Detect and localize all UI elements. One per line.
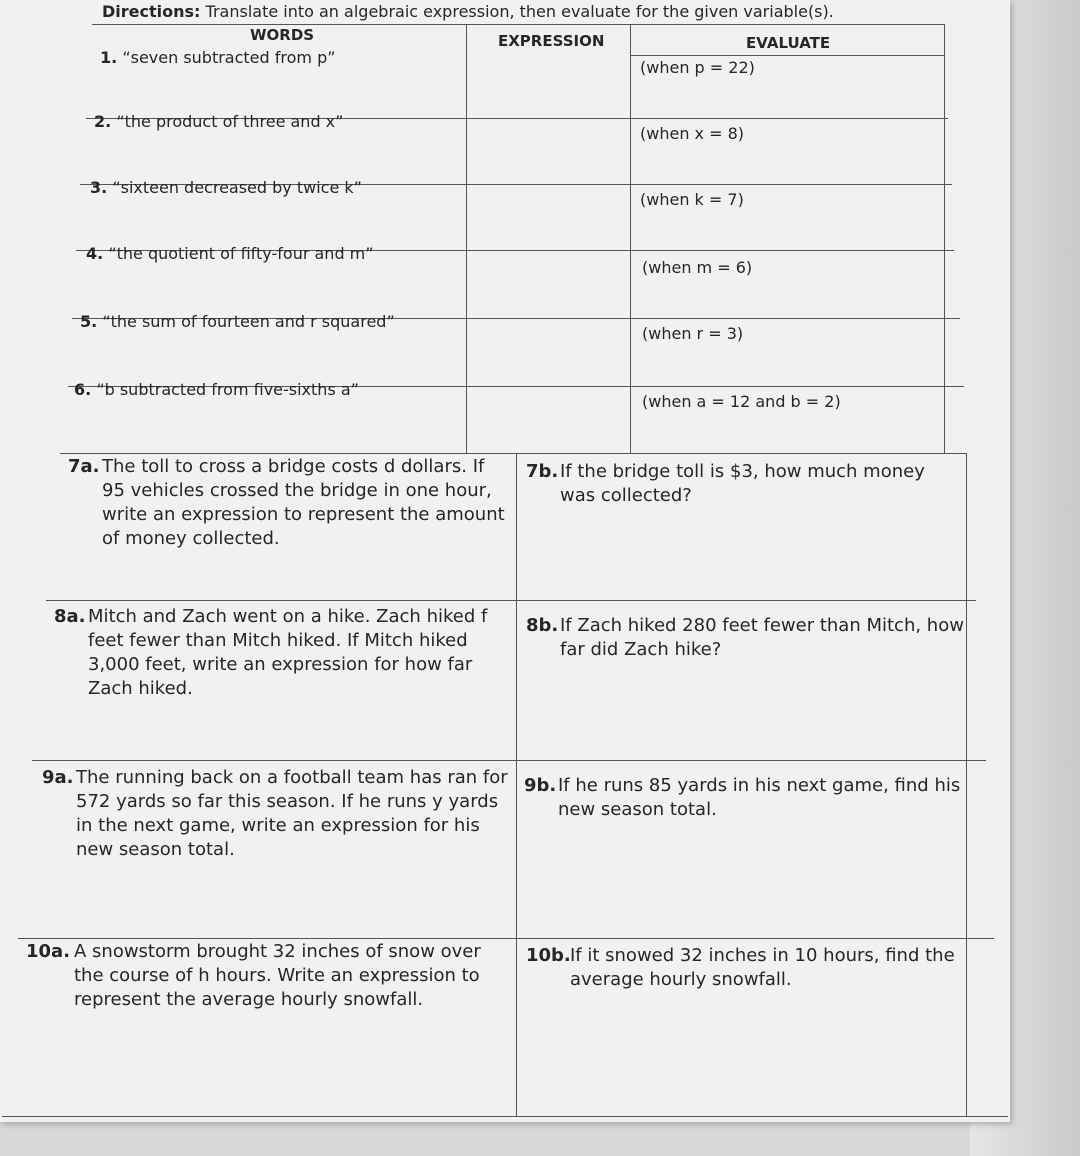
question-number: 2. — [94, 112, 112, 131]
evaluate-1: (when p = 22) — [640, 58, 755, 77]
problem-7a — [68, 455, 510, 551]
question-words: “the product of three and x” — [116, 112, 344, 131]
question-3 — [90, 178, 362, 197]
evaluate-2: (when x = 8) — [640, 124, 745, 143]
problem-8a — [54, 605, 510, 701]
expression-header: EXPRESSION — [498, 32, 605, 50]
question-number: 4. — [86, 244, 104, 263]
problem-number: 9a. — [42, 767, 74, 788]
question-number: 1. — [100, 48, 118, 67]
evaluate-column-line — [630, 24, 631, 454]
question-6 — [74, 380, 359, 399]
problem-text: If it snowed 32 inches in 10 hours, find the average hourly snowfall. — [570, 945, 955, 990]
row-line — [60, 453, 966, 454]
problem-7b — [526, 460, 962, 508]
row-line — [18, 938, 994, 939]
question-4 — [86, 244, 374, 263]
table-border-top — [92, 24, 944, 25]
problem-text: A snowstorm brought 32 inches of snow over the course of h hours. Write an expression to represent the average hourly snowfall. — [74, 941, 481, 1010]
problem-number: 10a. — [26, 941, 71, 962]
table-border-bottom — [2, 1116, 1008, 1117]
expression-column-line — [466, 24, 467, 454]
directions — [102, 2, 834, 21]
problem-text: If the bridge toll is $3, how much money was collected? — [560, 461, 925, 506]
evaluate-header: EVALUATE — [746, 34, 831, 52]
question-words: “sixteen decreased by twice k” — [112, 178, 362, 197]
question-1 — [100, 48, 336, 67]
question-number: 6. — [74, 380, 92, 399]
problem-8b — [526, 614, 970, 662]
table-border-right — [944, 24, 945, 454]
question-number: 5. — [80, 312, 98, 331]
problem-column-line — [516, 453, 517, 1116]
question-words: “the quotient of fifty-four and m” — [108, 244, 374, 263]
problem-number: 8b. — [526, 615, 559, 636]
problem-text: If Zach hiked 280 feet fewer than Mitch, how far did Zach hike? — [560, 615, 964, 660]
problem-10b — [526, 944, 986, 992]
question-words: “b subtracted from five-sixths a” — [96, 380, 359, 399]
problem-number: 9b. — [524, 775, 557, 796]
evaluate-5: (when r = 3) — [642, 324, 744, 343]
evaluate-3: (when k = 7) — [640, 190, 744, 209]
row-line — [46, 600, 976, 601]
problem-number: 8a. — [54, 606, 86, 627]
question-words: “the sum of fourteen and r squared” — [102, 312, 395, 331]
directions-label: Directions: — [102, 2, 201, 21]
evaluate-4: (when m = 6) — [642, 258, 753, 277]
problem-text: The toll to cross a bridge costs d dollars. If 95 vehicles crossed the bridge in one hour, write an expression to represent the amount of money collected. — [102, 456, 505, 549]
problem-text: If he runs 85 yards in his next game, find his new season total. — [558, 775, 961, 820]
question-5 — [80, 312, 395, 331]
problem-number: 7b. — [526, 461, 559, 482]
directions-text: Translate into an algebraic expression, then evaluate for the given variable(s). — [205, 2, 834, 21]
question-2 — [94, 112, 343, 131]
problem-text: The running back on a football team has ran for 572 yards so far this season. If he runs y yards in the next game, write an expression for his new season total. — [76, 767, 508, 860]
words-header: WORDS — [250, 26, 315, 44]
question-words: “seven subtracted from p” — [122, 48, 336, 67]
problem-number: 7a. — [68, 456, 100, 477]
problem-number: 10b. — [526, 945, 571, 966]
problem-text: Mitch and Zach went on a hike. Zach hiked f feet fewer than Mitch hiked. If Mitch hiked 3,000 feet, write an expression for how far Zach hiked. — [88, 606, 488, 699]
evaluate-header-line — [630, 55, 944, 56]
problem-9a — [42, 766, 512, 862]
problem-10a — [26, 940, 512, 1012]
problem-9b — [524, 774, 974, 822]
evaluate-6: (when a = 12 and b = 2) — [642, 392, 841, 411]
row-line — [32, 760, 986, 761]
question-number: 3. — [90, 178, 108, 197]
